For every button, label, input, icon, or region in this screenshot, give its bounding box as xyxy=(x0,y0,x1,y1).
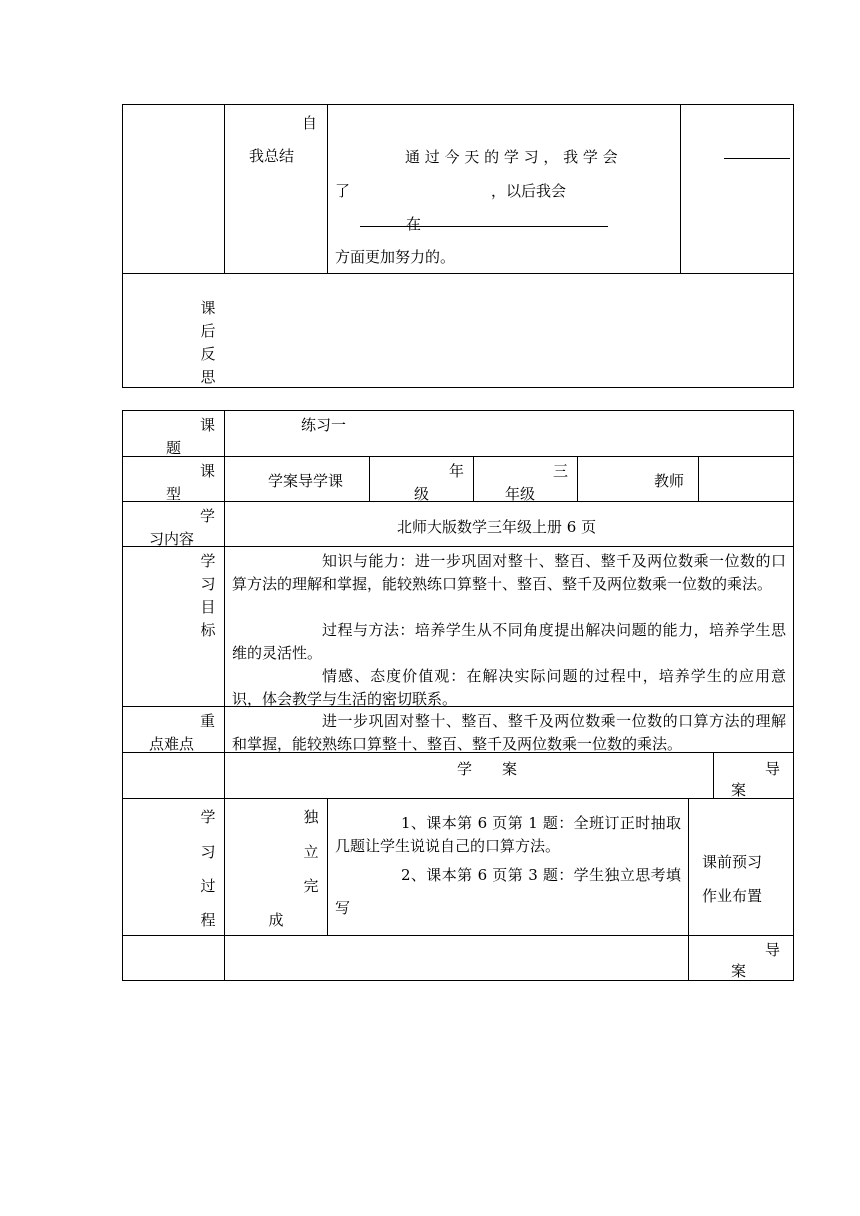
grade-label: 年 xyxy=(449,462,465,480)
guide-label: 导 xyxy=(765,941,781,959)
type-value: 学案导学课 xyxy=(268,472,344,490)
task-text: 2、课本第 6 页第 3 题：学生独立思考填写 xyxy=(335,866,681,917)
content-label: 习内容 xyxy=(149,530,195,548)
content-label: 学 xyxy=(200,507,216,525)
goal-paragraph: 知识与能力：进一步巩固对整十、整百、整千及两位数乘一位数的口算方法的理解和掌握，能较熟练口算整十、整百、整千及两位数乘一位数的乘法。 xyxy=(232,552,786,593)
summary-text: 在 xyxy=(406,215,422,233)
guide-value: 课前预习 xyxy=(702,853,763,871)
summary-fill-line xyxy=(724,158,790,159)
summary-fill-line xyxy=(360,226,608,227)
topic-value: 练习一 xyxy=(301,416,347,434)
grade-value: 年级 xyxy=(505,485,536,503)
content-value: 北师大版数学三年级上册 6 页 xyxy=(397,518,597,536)
topic-label: 课 xyxy=(200,416,216,434)
summary-text: 了 xyxy=(335,182,351,200)
self-summary-label: 自 xyxy=(302,114,318,132)
summary-text: 通 过 今 天 的 学 习 ， 我 学 会 xyxy=(405,148,618,166)
key-value: 进一步巩固对整十、整百、整千及两位数乘一位数的口算方法的理解和掌握，能较熟练口算整十、整百、整千及两位数乘一位数的乘法。 xyxy=(232,712,786,753)
plan-header: 学 案 xyxy=(457,760,518,778)
key-label: 重 xyxy=(200,712,216,730)
summary-text: ，以后我会 xyxy=(491,182,567,200)
type-label: 型 xyxy=(166,485,182,503)
type-label: 课 xyxy=(200,462,216,480)
summary-text: 方面更加努力的。 xyxy=(335,248,456,266)
task-text: 1、课本第 6 页第 1 题：全班订正时抽取几题让学生说说自己的口算方法。 xyxy=(335,814,681,855)
guide-label: 案 xyxy=(731,962,747,980)
goal-paragraph: 过程与方法：培养学生从不同角度提出解决问题的能力，培养学生思维的灵活性。 xyxy=(232,621,786,662)
guide-label: 导 xyxy=(765,760,781,778)
guide-label: 案 xyxy=(731,781,747,799)
teacher-label: 教师 xyxy=(654,472,685,490)
key-label: 点难点 xyxy=(149,735,195,753)
grade-label: 级 xyxy=(414,485,430,503)
guide-value: 作业布置 xyxy=(702,887,763,905)
grade-value: 三 xyxy=(553,462,569,480)
goal-paragraph: 情感、态度价值观：在解决实际问题的过程中，培养学生的应用意识，体会教学与生活的密切联系。 xyxy=(232,667,786,708)
topic-label: 题 xyxy=(166,439,182,457)
self-summary-label: 我总结 xyxy=(249,147,295,165)
